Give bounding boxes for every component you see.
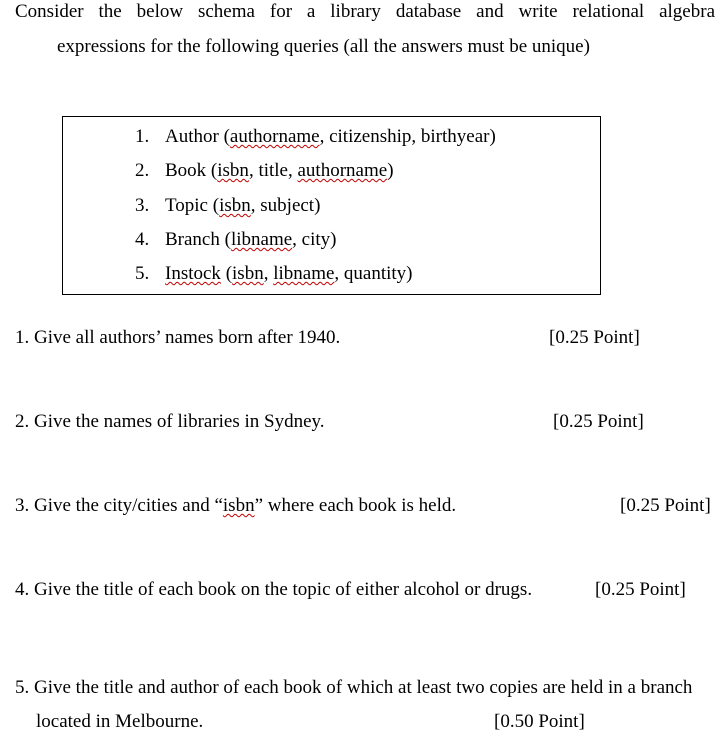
question-1-points: [0.25 Point] xyxy=(549,327,640,348)
schema-item-text: Instock (isbn, libname, quantity) xyxy=(165,263,413,284)
question-4-points: [0.25 Point] xyxy=(595,579,686,600)
schema-item-number: 2. xyxy=(135,160,150,181)
schema-item-number: 4. xyxy=(135,229,150,250)
question-3-points: [0.25 Point] xyxy=(620,495,711,516)
schema-item-text: Branch (libname, city) xyxy=(165,229,337,250)
question-2-points: [0.25 Point] xyxy=(553,411,644,432)
schema-item-text: Author (authorname, citizenship, birthyear) xyxy=(165,126,496,147)
schema-item-number: 3. xyxy=(135,195,150,216)
schema-item-text: Topic (isbn, subject) xyxy=(165,195,321,216)
instructions-line-2: expressions for the following queries (all the answers must be unique) xyxy=(57,36,590,57)
schema-item-number: 1. xyxy=(135,126,150,147)
question-5-line-1: 5. Give the title and author of each book of which at least two copies are held in a branch xyxy=(15,677,693,698)
question-5-points: [0.50 Point] xyxy=(494,711,585,732)
question-4: 4. Give the title of each book on the topic of either alcohol or drugs. xyxy=(15,579,533,600)
question-1: 1. Give all authors’ names born after 1940. xyxy=(15,327,341,348)
schema-box xyxy=(62,116,601,295)
question-3: 3. Give the city/cities and “isbn” where each book is held. xyxy=(15,495,457,516)
schema-item-number: 5. xyxy=(135,263,150,284)
question-2: 2. Give the names of libraries in Sydney. xyxy=(15,411,325,432)
question-5-line-2: located in Melbourne. xyxy=(36,711,204,732)
instructions-line-1: Consider the below schema for a library database and write relational algebra xyxy=(15,1,715,22)
schema-item-text: Book (isbn, title, authorname) xyxy=(165,160,394,181)
